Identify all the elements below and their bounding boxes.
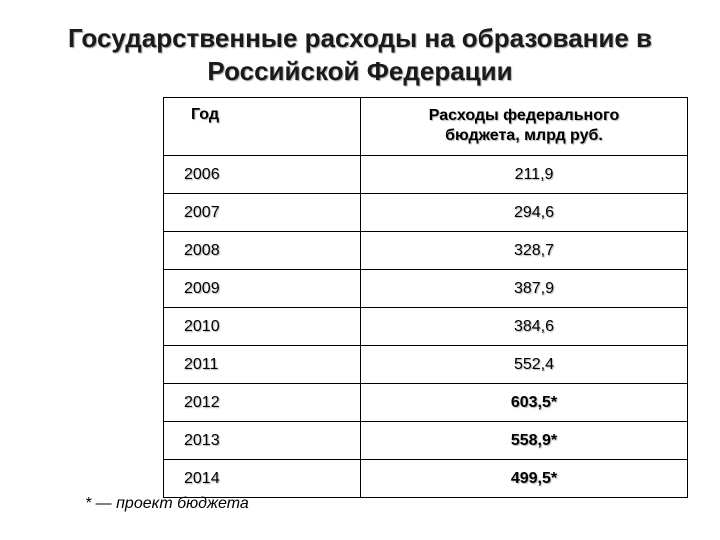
page-title bbox=[0, 22, 720, 88]
expense-cell: 387,9 bbox=[361, 270, 688, 308]
expense-cell: 384,6 bbox=[361, 308, 688, 346]
header-expenses bbox=[361, 98, 688, 156]
expense-cell: 328,7 bbox=[361, 232, 688, 270]
year-cell: 2007 bbox=[164, 194, 361, 232]
expense-cell: 294,6 bbox=[361, 194, 688, 232]
expense-cell-projected: 499,5* bbox=[361, 460, 688, 498]
education-expenses-table bbox=[163, 97, 688, 498]
title-line-1: Государственные расходы на образование в bbox=[67, 23, 653, 53]
year-cell: 2012 bbox=[164, 384, 361, 422]
table-row bbox=[164, 270, 688, 308]
expense-cell-projected: 558,9* bbox=[361, 422, 688, 460]
year-cell: 2006 bbox=[164, 156, 361, 194]
year-cell: 2010 bbox=[164, 308, 361, 346]
footnote: * — проект бюджета bbox=[85, 495, 249, 512]
table-row bbox=[164, 232, 688, 270]
table-row bbox=[164, 384, 688, 422]
table-row bbox=[164, 460, 688, 498]
year-cell: 2014 bbox=[164, 460, 361, 498]
table-row bbox=[164, 346, 688, 384]
table-header-row bbox=[164, 98, 688, 156]
year-cell: 2008 bbox=[164, 232, 361, 270]
year-cell: 2011 bbox=[164, 346, 361, 384]
expense-cell: 552,4 bbox=[361, 346, 688, 384]
header-expenses-line-1: Расходы федерального bbox=[428, 107, 620, 124]
year-cell: 2013 bbox=[164, 422, 361, 460]
header-expenses-line-2: бюджета, млрд руб. bbox=[445, 127, 603, 144]
expense-cell-projected: 603,5* bbox=[361, 384, 688, 422]
table-row bbox=[164, 422, 688, 460]
table-row bbox=[164, 156, 688, 194]
table-row bbox=[164, 194, 688, 232]
header-year: Год bbox=[164, 98, 361, 156]
expense-cell: 211,9 bbox=[361, 156, 688, 194]
title-line-2: Российской Федерации bbox=[207, 56, 513, 86]
table-row bbox=[164, 308, 688, 346]
year-cell: 2009 bbox=[164, 270, 361, 308]
